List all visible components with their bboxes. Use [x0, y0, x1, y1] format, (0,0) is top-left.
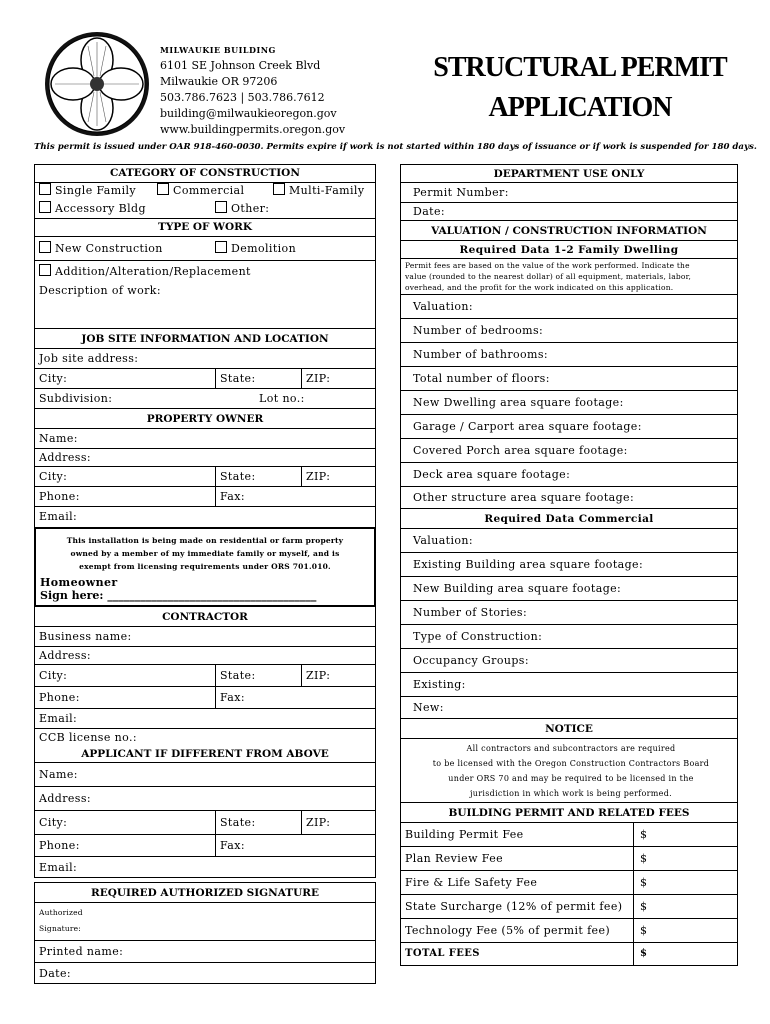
demolition-checkbox[interactable]: Demolition — [215, 237, 296, 261]
applicant-state-field[interactable]: State: — [215, 811, 301, 834]
required-family-header: Required Data 1-2 Family Dwelling — [401, 241, 737, 259]
owner-phone-field[interactable]: Phone: — [39, 490, 80, 503]
signature-header: REQUIRED AUTHORIZED SIGNATURE — [35, 883, 375, 903]
applicant-phone-field[interactable]: Phone: — [39, 839, 80, 852]
org-phones: 503.786.7623 | 503.786.7612 — [160, 91, 325, 104]
bathrooms-field[interactable]: Number of bathrooms: — [401, 343, 737, 367]
fee-basis-note: Permit fees are based on the value of the work performed. Indicate the value (rounded to the nearest dollar) of all equipment, materials, labor, overhead, and the profit for the work indicated on this application. — [401, 259, 737, 295]
printed-name-field[interactable]: Printed name: — [35, 941, 375, 963]
bedrooms-field[interactable]: Number of bedrooms: — [401, 319, 737, 343]
contractor-header: CONTRACTOR — [35, 607, 375, 627]
owner-email-field[interactable]: Email: — [39, 510, 78, 523]
deck-sqft-field[interactable]: Deck area square footage: — [401, 463, 737, 487]
dept-date-field[interactable]: Date: — [401, 203, 737, 221]
job-state-field[interactable]: State: — [215, 369, 301, 388]
licensing-notice: All contractors and subcontractors are required to be licensed with the Oregon Construction Contractors Board under ORS 70 and may be required to be licensed in the jurisdiction in which work is being performed. — [401, 739, 737, 803]
fee-label: Building Permit Fee — [405, 828, 524, 841]
type-of-work-header: TYPE OF WORK — [35, 219, 375, 237]
notice-header: NOTICE — [401, 719, 737, 739]
applicant-email-field[interactable]: Email: — [39, 861, 78, 874]
subdivision-field[interactable]: Subdivision: — [39, 392, 113, 405]
org-address-block — [160, 42, 345, 138]
accessory-bldg-checkbox[interactable]: Accessory Bldg — [39, 202, 146, 215]
porch-sqft-field[interactable]: Covered Porch area square footage: — [401, 439, 737, 463]
single-family-checkbox[interactable]: Single Family — [39, 184, 136, 197]
fee-row — [401, 847, 737, 871]
floors-field[interactable]: Total number of floors: — [401, 367, 737, 391]
contractor-phone-field[interactable]: Phone: — [39, 691, 80, 704]
fee-label: Technology Fee (5% of permit fee) — [405, 924, 611, 937]
commercial-valuation-field[interactable]: Valuation: — [401, 529, 737, 553]
org-website: www.buildingpermits.oregon.gov — [160, 123, 346, 136]
signature-date-field[interactable]: Date: — [39, 967, 72, 980]
org-address1: 6101 SE Johnson Creek Blvd — [160, 59, 321, 72]
new-building-sqft-field[interactable]: New Building area square footage: — [401, 577, 737, 601]
owner-fax-field[interactable]: Fax: — [215, 487, 375, 506]
applicant-header: APPLICANT IF DIFFERENT FROM ABOVE — [35, 745, 375, 763]
job-zip-field[interactable]: ZIP: — [301, 369, 375, 388]
business-name-field[interactable]: Business name: — [35, 627, 375, 647]
fee-amount-field[interactable]: $ — [633, 919, 737, 942]
stories-field[interactable]: Number of Stories: — [401, 601, 737, 625]
family-valuation-field[interactable]: Valuation: — [401, 295, 737, 319]
signature-section — [34, 882, 376, 984]
applicant-city-field[interactable]: City: — [39, 816, 68, 829]
left-section-upper — [34, 164, 376, 528]
permit-number-field[interactable]: Permit Number: — [401, 183, 737, 203]
new-dwelling-sqft-field[interactable]: New Dwelling area square footage: — [401, 391, 737, 415]
job-city-field[interactable]: City: — [39, 372, 68, 385]
department-use-header: DEPARTMENT USE ONLY — [401, 165, 737, 183]
occupancy-existing-field[interactable]: Existing: — [401, 673, 737, 697]
garage-sqft-field[interactable]: Garage / Carport area square footage: — [401, 415, 737, 439]
job-site-address-field[interactable]: Job site address: — [35, 349, 375, 369]
right-section — [400, 164, 738, 966]
fee-amount-field[interactable]: $ — [633, 895, 737, 918]
permit-expiry-notice: This permit is issued under OAR 918-460-0030. Permits expire if work is not started within 180 days of issuance or if work is suspended for 180 days. — [34, 142, 757, 152]
property-owner-header: PROPERTY OWNER — [35, 409, 375, 429]
occupancy-new-field[interactable]: New: — [401, 697, 737, 719]
org-email: building@milwaukieoregon.gov — [160, 107, 337, 120]
owner-name-field[interactable]: Name: — [35, 429, 375, 449]
authorized-signature-field[interactable]: Authorized Signature: — [35, 903, 375, 941]
description-field[interactable]: Description of work: — [35, 283, 375, 329]
owner-address-field[interactable]: Address: — [35, 449, 375, 467]
fee-row — [401, 895, 737, 919]
applicant-fax-field[interactable]: Fax: — [215, 835, 375, 856]
homeowner-signature-line[interactable]: Sign here: ______________________________________ — [40, 589, 317, 602]
contractor-fax-field[interactable]: Fax: — [215, 687, 375, 708]
other-checkbox[interactable]: Other: — [215, 201, 269, 217]
lot-number-field[interactable]: Lot no.: — [259, 392, 305, 405]
city-logo — [38, 30, 156, 138]
fee-amount-field[interactable]: $ — [633, 847, 737, 870]
contractor-email-field[interactable]: Email: — [35, 709, 375, 729]
org-name: MILWAUKIE BUILDING — [160, 45, 276, 55]
exemption-text: This installation is being made on residential or farm property owned by a member of my immediate family or myself, and is exempt from licensing requirements under ORS 701.010. — [66, 536, 344, 571]
type-of-construction-field[interactable]: Type of Construction: — [401, 625, 737, 649]
valuation-header: VALUATION / CONSTRUCTION INFORMATION — [401, 221, 737, 241]
fee-row — [401, 919, 737, 943]
applicant-zip-field[interactable]: ZIP: — [301, 811, 375, 834]
job-site-header: JOB SITE INFORMATION AND LOCATION — [35, 329, 375, 349]
applicant-address-field[interactable]: Address: — [35, 787, 375, 811]
total-fees-row — [401, 943, 737, 965]
occupancy-groups-field[interactable]: Occupancy Groups: — [401, 649, 737, 673]
contractor-state-field[interactable]: State: — [215, 665, 301, 686]
contractor-city-field[interactable]: City: — [39, 669, 68, 682]
fee-row — [401, 871, 737, 895]
required-commercial-header: Required Data Commercial — [401, 509, 737, 529]
form-title: STRUCTURAL PERMIT APPLICATION — [433, 52, 727, 123]
org-address2: Milwaukie OR 97206 — [160, 75, 278, 88]
owner-city-field[interactable]: City: — [39, 470, 68, 483]
addition-checkbox[interactable]: Addition/Alteration/Replacement — [35, 261, 375, 283]
new-construction-checkbox[interactable]: New Construction — [39, 242, 163, 255]
fee-row — [401, 823, 737, 847]
fee-amount-field[interactable]: $ — [633, 823, 737, 846]
contractor-address-field[interactable]: Address: — [35, 647, 375, 665]
fees-header: BUILDING PERMIT AND RELATED FEES — [401, 803, 737, 823]
fee-amount-field[interactable]: $ — [633, 871, 737, 894]
multi-family-checkbox[interactable]: Multi-Family — [273, 183, 364, 199]
homeowner-exemption-box — [34, 527, 376, 607]
owner-zip-field[interactable]: ZIP: — [301, 467, 375, 486]
commercial-checkbox[interactable]: Commercial — [157, 183, 244, 199]
existing-building-sqft-field[interactable]: Existing Building area square footage: — [401, 553, 737, 577]
owner-state-field[interactable]: State: — [215, 467, 301, 486]
contractor-zip-field[interactable]: ZIP: — [301, 665, 375, 686]
fee-label: Fire & Life Safety Fee — [405, 876, 538, 889]
homeowner-label: Homeowner — [40, 576, 118, 589]
fee-label: Plan Review Fee — [405, 852, 504, 865]
total-fees-label: TOTAL FEES — [405, 948, 480, 959]
total-fees-amount-field[interactable]: $ — [633, 943, 737, 965]
left-section-lower — [34, 606, 376, 878]
applicant-name-field[interactable]: Name: — [35, 763, 375, 787]
ccb-license-field[interactable]: CCB license no.: — [39, 731, 137, 744]
fee-label: State Surcharge (12% of permit fee) — [405, 900, 623, 913]
other-structure-sqft-field[interactable]: Other structure area square footage: — [401, 487, 737, 509]
category-header: CATEGORY OF CONSTRUCTION — [35, 165, 375, 183]
